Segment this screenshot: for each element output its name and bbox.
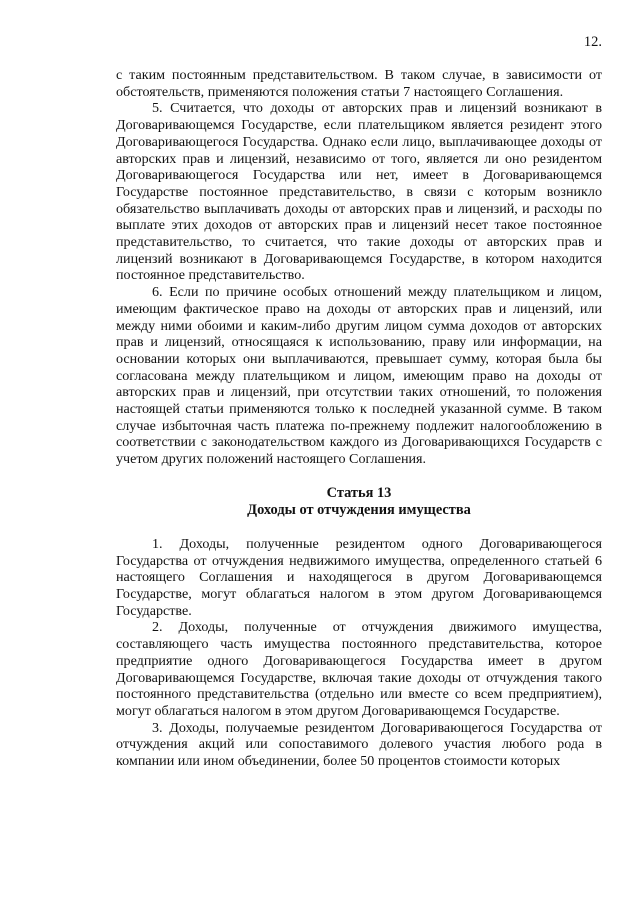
paragraph-continuation: с таким постоянным представительством. В таком случае, в зависимости от обстоятельств, применяются положения статьи 7 настоящего Соглашения. bbox=[116, 67, 602, 100]
article-paragraph-3: 3. Доходы, получаемые резидентом Договаривающегося Государства от отчуждения акций или сопоставимого долевого участия любого рода в компании или ином объединении, более 50 процентов стоимости которых bbox=[116, 719, 602, 770]
article-paragraph-2: 2. Доходы, полученные от отчуждения движимого имущества, составляющего часть имущества постоянного представительства, которое предприятие одного Договаривающегося Государства имеет в другом Договаривающемся Государстве, включая такие доходы от отчуждения такого постоянного представительства (отдельно или вместе со всем предприятием), могут облагаться налогом в этом другом Договаривающемся Государстве. bbox=[116, 619, 602, 719]
paragraph-5: 5. Считается, что доходы от авторских прав и лицензий возникают в Договаривающемся Государстве, если плательщиком является резидент этого Договаривающегося Государства. Однако если лицо, выплачивающее доходы от авторских прав и лицензий, независимо от того, является ли оно резидентом Договаривающегося Государства или нет, имеет в Договаривающемся Государстве постоянное представительство, в связи с которым возникло обязательство выплачивать доходы от авторских прав и лицензий, и расходы по выплате этих доходов от авторских прав и лицензий несет такое постоянное представительство, то считается, что такие доходы от авторских прав и лицензий возникают в Договаривающемся Государстве, в котором находится постоянное представительство. bbox=[116, 100, 602, 284]
document-body bbox=[116, 67, 602, 770]
article-number: Статья 13 bbox=[326, 484, 392, 501]
article-paragraph-1: 1. Доходы, полученные резидентом одного Договаривающегося Государства от отчуждения недвижимого имущества, определенного статьей 6 настоящего Соглашения и находящегося в другом Договаривающемся Государстве, могут облагаться налогом в этом другом Договаривающемся Государстве. bbox=[116, 535, 602, 619]
paragraph-6: 6. Если по причине особых отношений между плательщиком и лицом, имеющим фактическое право на доходы от авторских прав и лицензий, или между ними обоими и каким-либо другим лицом сумма доходов от авторских прав и лицензий, относящаяся к использованию, праву или информации, на основании которых они выплачиваются, превышает сумму, которая была бы согласована между плательщиком и лицом, имеющим право на доходы от авторских прав и лицензий, при отсутствии таких отношений, то положения настоящей статьи применяются только к последней указанной сумме. В таком случае избыточная часть платежа по-прежнему подлежит налогообложению в соответствии с законодательством каждого из Договаривающихся Государств с учетом других положений настоящего Соглашения. bbox=[116, 284, 602, 468]
article-title: Доходы от отчуждения имущества bbox=[247, 501, 471, 518]
page-number: 12. bbox=[583, 34, 602, 50]
